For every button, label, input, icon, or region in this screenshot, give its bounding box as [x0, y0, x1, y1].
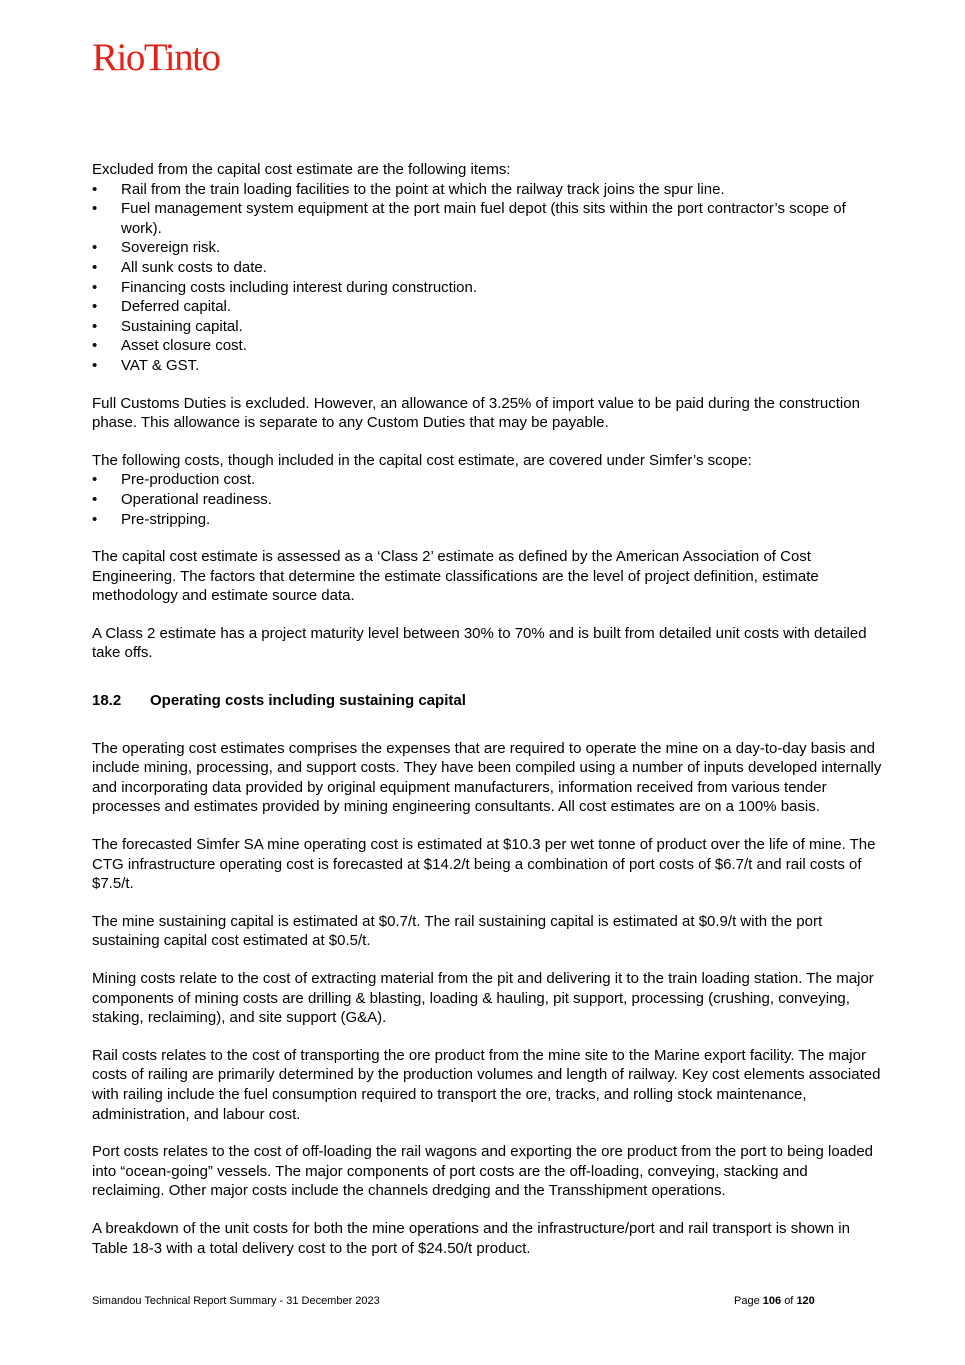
mining-paragraph: Mining costs relate to the cost of extracting material from the pit and delivering it to the train loading station. The major components of mining costs are drilling & blasting, loading & hauling, pit support, processing (crushing, conveying, staking, reclaiming), and site support (G&A).: [92, 970, 874, 1027]
customs-paragraph: Full Customs Duties is excluded. However, an allowance of 3.25% of import value to be paid during the construction phase. This allowance is separate to any Custom Duties that may be payable.: [92, 394, 860, 432]
section-title: Operating costs including sustaining capital: [150, 692, 466, 710]
page-label: Page: [734, 1295, 760, 1307]
list-item: • Financing costs including interest during construction.: [92, 278, 882, 298]
page-total: 120: [796, 1295, 815, 1307]
forecast-paragraph: The forecasted Simfer SA mine operating cost is estimated at $10.3 per wet tonne of product over the life of mine. The CTG infrastructure operating cost is forecasted at $14.2/t being a combination of port costs of $6.7/t and rail costs of $7.5/t.: [92, 836, 876, 893]
rio-tinto-logo: RioTinto: [92, 36, 220, 79]
list-item: • Rail from the train loading facilities to the point at which the railway track joins the spur line.: [92, 180, 882, 200]
list-item: • Pre-stripping.: [92, 510, 882, 530]
rail-paragraph: Rail costs relates to the cost of transporting the ore product from the mine site to the Marine export facility. The major costs of railing are primarily determined by the production volumes and length of railway. Key cost elements associated with railing include the fuel consumption required to transport the ore, tracks, and rolling stock maintenance, administration, and labour cost.: [92, 1046, 881, 1123]
list-item: • Deferred capital.: [92, 297, 882, 317]
excluded-items-list: [92, 180, 882, 376]
list-item: • Sustaining capital.: [92, 317, 882, 337]
list-item: • All sunk costs to date.: [92, 258, 882, 278]
port-paragraph: Port costs relates to the cost of off-loading the rail wagons and exporting the ore product from the port to being loaded into “ocean-going” vessels. The major components of port costs are the off-loading, conveying, stacking and reclaiming. Other major costs include the channels dredging and the Transshipment operations.: [92, 1143, 874, 1200]
opcost-paragraph: The operating cost estimates comprises the expenses that are required to operate the mine on a day-to-day basis and include mining, processing, and support costs. They have been compiled using a number of inputs developed internally and incorporating data provided by original equipment manufacturers, information received from various tender processes and estimates provided by mining engineering consultants. All cost estimates are on a 100% basis.: [92, 739, 882, 816]
list-item: • VAT & GST.: [92, 356, 882, 376]
footer-page-number: [734, 1294, 815, 1308]
page-body: [92, 160, 882, 1258]
page-current: 106: [762, 1295, 782, 1307]
list-item: • Operational readiness.: [92, 490, 882, 510]
included-items-list: [92, 470, 882, 529]
list-item: • Pre-production cost.: [92, 470, 882, 490]
breakdown-paragraph: A breakdown of the unit costs for both the mine operations and the infrastructure/port and rail transport is shown in Table 18-3 with a total delivery cost to the port of $24.50/t product.: [92, 1219, 850, 1257]
of-label: of: [784, 1295, 794, 1307]
class2-paragraph: The capital cost estimate is assessed as a ‘Class 2’ estimate as defined by the American Association of Cost Engineering. The factors that determine the estimate classifications are the level of project definition, estimate methodology and estimate source data.: [92, 548, 819, 605]
section-heading: [92, 691, 882, 711]
list-item: • Sovereign risk.: [92, 238, 882, 258]
included-intro: The following costs, though included in the capital cost estimate, are covered under Simfer’s scope:: [92, 451, 752, 469]
section-number: 18.2: [92, 692, 122, 710]
list-item: • Fuel management system equipment at the port main fuel depot (this sits within the port contractor’s scope of work).: [92, 199, 882, 238]
list-item: • Asset closure cost.: [92, 336, 882, 356]
sustaining-paragraph: The mine sustaining capital is estimated at $0.7/t. The rail sustaining capital is estimated at $0.9/t with the port sustaining capital cost estimated at $0.5/t.: [92, 912, 823, 950]
maturity-paragraph: A Class 2 estimate has a project maturity level between 30% to 70% and is built from detailed unit costs with detailed take offs.: [92, 624, 867, 662]
excluded-intro: Excluded from the capital cost estimate are the following items:: [92, 161, 511, 178]
footer-report-title: Simandou Technical Report Summary - 31 December 2023: [92, 1295, 380, 1307]
